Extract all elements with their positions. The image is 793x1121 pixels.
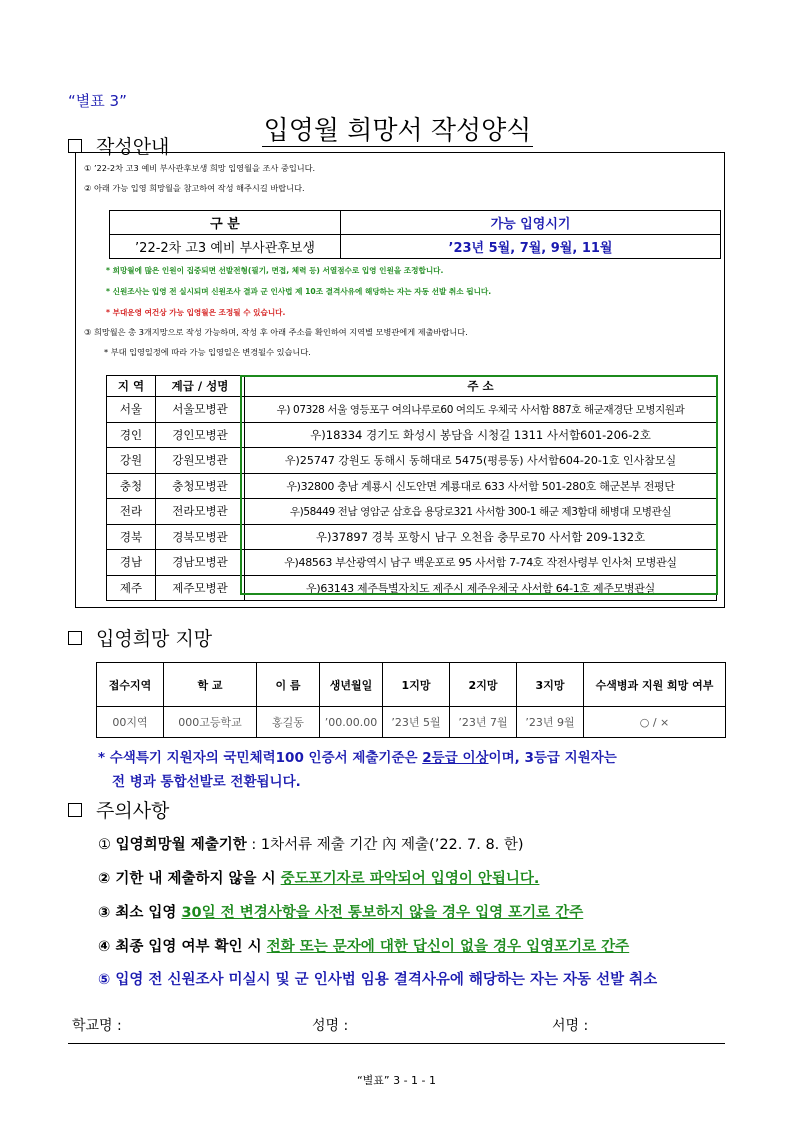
wish-col-choice3: 3지망 bbox=[517, 663, 584, 707]
guide-line-3: ③ 희망월은 총 3개지망으로 작성 가능하며, 작성 후 아래 주소를 확인하여 지역별 모병관에게 제출바랍니다. bbox=[84, 327, 468, 337]
section-caution-heading bbox=[68, 796, 169, 823]
wish-col-school: 학 교 bbox=[164, 663, 257, 707]
officer-cell: 서울모병관 bbox=[156, 397, 245, 423]
table-row bbox=[107, 422, 717, 448]
address-cell: 우)63143 제주특별자치도 제주시 제주우체국 사서함 64-1호 제주모병관실 bbox=[245, 575, 717, 601]
caution-4 bbox=[98, 935, 629, 956]
officer-cell: 전라모병관 bbox=[156, 499, 245, 525]
caution-2-highlight: 중도포기자로 파악되어 입영이 안됩니다. bbox=[280, 871, 540, 887]
table-row bbox=[107, 499, 717, 525]
wish-header-row bbox=[97, 663, 726, 707]
officer-cell: 제주모병관 bbox=[156, 575, 245, 601]
period-row-left: ’22-2차 고3 예비 부사관후보생 bbox=[110, 235, 341, 259]
wish-col-name: 이 름 bbox=[257, 663, 320, 707]
wish-example-choice2[interactable]: ’23년 7월 bbox=[450, 707, 517, 738]
page-title-text: 입영월 희망서 작성양식 bbox=[263, 116, 532, 146]
section-guide-title: 작성안내 bbox=[96, 136, 170, 158]
officer-cell: 충청모병관 bbox=[156, 473, 245, 499]
address-cell: 우) 07328 서울 영등포구 여의나루로60 여의도 우체국 사서함 887호 해군재경단 모병지원과 bbox=[245, 397, 717, 423]
address-cell: 우)48563 부산광역시 남구 백운포로 95 사서함 7-74호 작전사령부 인사처 모병관실 bbox=[245, 550, 717, 576]
wish-example-choice1[interactable]: ’23년 5월 bbox=[383, 707, 450, 738]
caution-3-highlight: 30일 전 변경사항을 사전 통보하지 않을 경우 입영 포기로 간주 bbox=[181, 905, 584, 921]
header-label: “별표 3” bbox=[68, 92, 127, 110]
wish-col-region: 접수지역 bbox=[97, 663, 164, 707]
region-cell: 제주 bbox=[107, 575, 156, 601]
signature-name: 성명 : bbox=[312, 1018, 349, 1034]
guide-line-4: * 부대 입영일정에 따라 가능 입영일은 변경될수 있습니다. bbox=[104, 347, 311, 357]
wish-col-birth: 생년월일 bbox=[320, 663, 383, 707]
address-col-address: 주 소 bbox=[245, 376, 717, 397]
period-row-right: ’23년 5월, 7월, 9월, 11월 bbox=[341, 235, 721, 259]
caution-3-text: ③ 최소 입영 bbox=[98, 905, 182, 921]
guide-note-1: * 희망월에 많은 인원이 집중되면 선발전형(필기, 면접, 체력 등) 서열점수로 입영 인원을 조정합니다. bbox=[106, 266, 444, 275]
checkbox-square-icon bbox=[68, 803, 82, 817]
address-cell: 우)58449 전남 영암군 삼호읍 용당로321 사서함 300-1 해군 제3함대 해병대 모병관실 bbox=[245, 499, 717, 525]
wish-example-region[interactable]: 00지역 bbox=[97, 707, 164, 738]
region-cell: 충청 bbox=[107, 473, 156, 499]
signature-sign: 서명 : bbox=[552, 1018, 589, 1034]
checkbox-square-icon bbox=[68, 631, 82, 645]
special-note-line-1 bbox=[98, 746, 617, 766]
wish-example-school[interactable]: 000고등학교 bbox=[164, 707, 257, 738]
address-cell: 우)32800 충남 계룡시 신도안면 계룡대로 633 사서함 501-280호 해군본부 전평단 bbox=[245, 473, 717, 499]
table-row bbox=[97, 707, 726, 738]
officer-cell: 강원모병관 bbox=[156, 448, 245, 474]
address-cell: 우)25747 강원도 동해시 동해대로 5475(평릉동) 사서함604-20-1호 인사참모실 bbox=[245, 448, 717, 474]
caution-1-bold: 입영희망월 제출기한 bbox=[115, 837, 247, 853]
wish-example-name[interactable]: 홍길동 bbox=[257, 707, 320, 738]
guide-box bbox=[75, 152, 725, 608]
page-footer: “별표” 3 - 1 - 1 bbox=[356, 1074, 437, 1087]
signature-line bbox=[68, 1043, 725, 1044]
wish-example-recon[interactable]: ○ / × bbox=[584, 707, 726, 738]
region-cell: 강원 bbox=[107, 448, 156, 474]
caution-1-num: ① bbox=[98, 837, 116, 853]
caution-3 bbox=[98, 901, 583, 922]
caution-5: ⑤ 입영 전 신원조사 미실시 및 군 인사법 임용 결격사유에 해당하는 자는 자동 선발 취소 bbox=[98, 972, 658, 988]
table-row bbox=[107, 575, 717, 601]
period-table bbox=[109, 210, 721, 259]
table-row bbox=[107, 397, 717, 423]
signature-school: 학교명 : bbox=[72, 1018, 122, 1034]
region-cell: 서울 bbox=[107, 397, 156, 423]
table-row bbox=[107, 524, 717, 550]
wish-example-birth[interactable]: ’00.00.00 bbox=[320, 707, 383, 738]
guide-line-2: ② 아래 가능 입영 희망월을 참고하여 작성 해주시길 바랍니다. bbox=[84, 183, 305, 193]
caution-2-text: ② 기한 내 제출하지 않을 시 bbox=[98, 871, 281, 887]
checkbox-square-icon bbox=[68, 139, 82, 153]
period-header-left: 구 분 bbox=[110, 211, 341, 235]
special-note-grade: 2등급 이상 bbox=[422, 750, 489, 766]
address-table bbox=[106, 375, 717, 601]
caution-4-highlight: 전화 또는 문자에 대한 답신이 없을 경우 입영포기로 간주 bbox=[266, 939, 630, 955]
guide-note-3: * 부대운영 여건상 가능 입영월은 조정될 수 있습니다. bbox=[106, 308, 286, 317]
caution-1 bbox=[98, 833, 524, 854]
table-row bbox=[107, 448, 717, 474]
period-header-right: 가능 입영시기 bbox=[341, 211, 721, 235]
address-col-name: 계급 / 성명 bbox=[156, 376, 245, 397]
address-cell: 우)18334 경기도 화성시 봉담읍 시청길 1311 사서함601-206-2호 bbox=[245, 422, 717, 448]
wish-table bbox=[96, 662, 726, 738]
wish-example-choice3[interactable]: ’23년 9월 bbox=[517, 707, 584, 738]
special-note-text-end: 이며, 3등급 지원자는 bbox=[488, 750, 617, 766]
address-cell: 우)37897 경북 포항시 남구 오천읍 충무로70 사서함 209-132호 bbox=[245, 524, 717, 550]
caution-2 bbox=[98, 867, 539, 888]
table-row bbox=[107, 550, 717, 576]
officer-cell: 경북모병관 bbox=[156, 524, 245, 550]
wish-col-recon: 수색병과 지원 희망 여부 bbox=[584, 663, 726, 707]
section-wish-title: 입영희망 지망 bbox=[96, 628, 213, 650]
address-header-row bbox=[107, 376, 717, 397]
officer-cell: 경남모병관 bbox=[156, 550, 245, 576]
special-note-line-2: 전 병과 통합선발로 전환됩니다. bbox=[112, 774, 301, 790]
wish-col-choice1: 1지망 bbox=[383, 663, 450, 707]
special-note-text: * 수색특기 지원자의 국민체력100 인증서 제출기준은 bbox=[98, 750, 423, 766]
guide-line-1: ① ’22-2차 고3 예비 부사관후보생 희망 입영월을 조사 중입니다. bbox=[84, 163, 316, 173]
officer-cell: 경인모병관 bbox=[156, 422, 245, 448]
section-wish-heading bbox=[68, 624, 212, 651]
region-cell: 경북 bbox=[107, 524, 156, 550]
caution-1-text: : 1차서류 제출 기간 內 제출(’22. 7. 8. 한) bbox=[246, 837, 524, 853]
caution-4-text: ④ 최종 입영 여부 확인 시 bbox=[98, 939, 267, 955]
table-row bbox=[107, 473, 717, 499]
section-caution-title: 주의사항 bbox=[96, 800, 170, 822]
wish-col-choice2: 2지망 bbox=[450, 663, 517, 707]
address-col-region: 지 역 bbox=[107, 376, 156, 397]
region-cell: 경남 bbox=[107, 550, 156, 576]
region-cell: 경인 bbox=[107, 422, 156, 448]
guide-note-2: * 신원조사는 입영 전 실시되며 신원조사 결과 군 인사법 제 10조 결격사유에 해당하는 자는 자동 선발 취소 됩니다. bbox=[106, 287, 492, 296]
region-cell: 전라 bbox=[107, 499, 156, 525]
